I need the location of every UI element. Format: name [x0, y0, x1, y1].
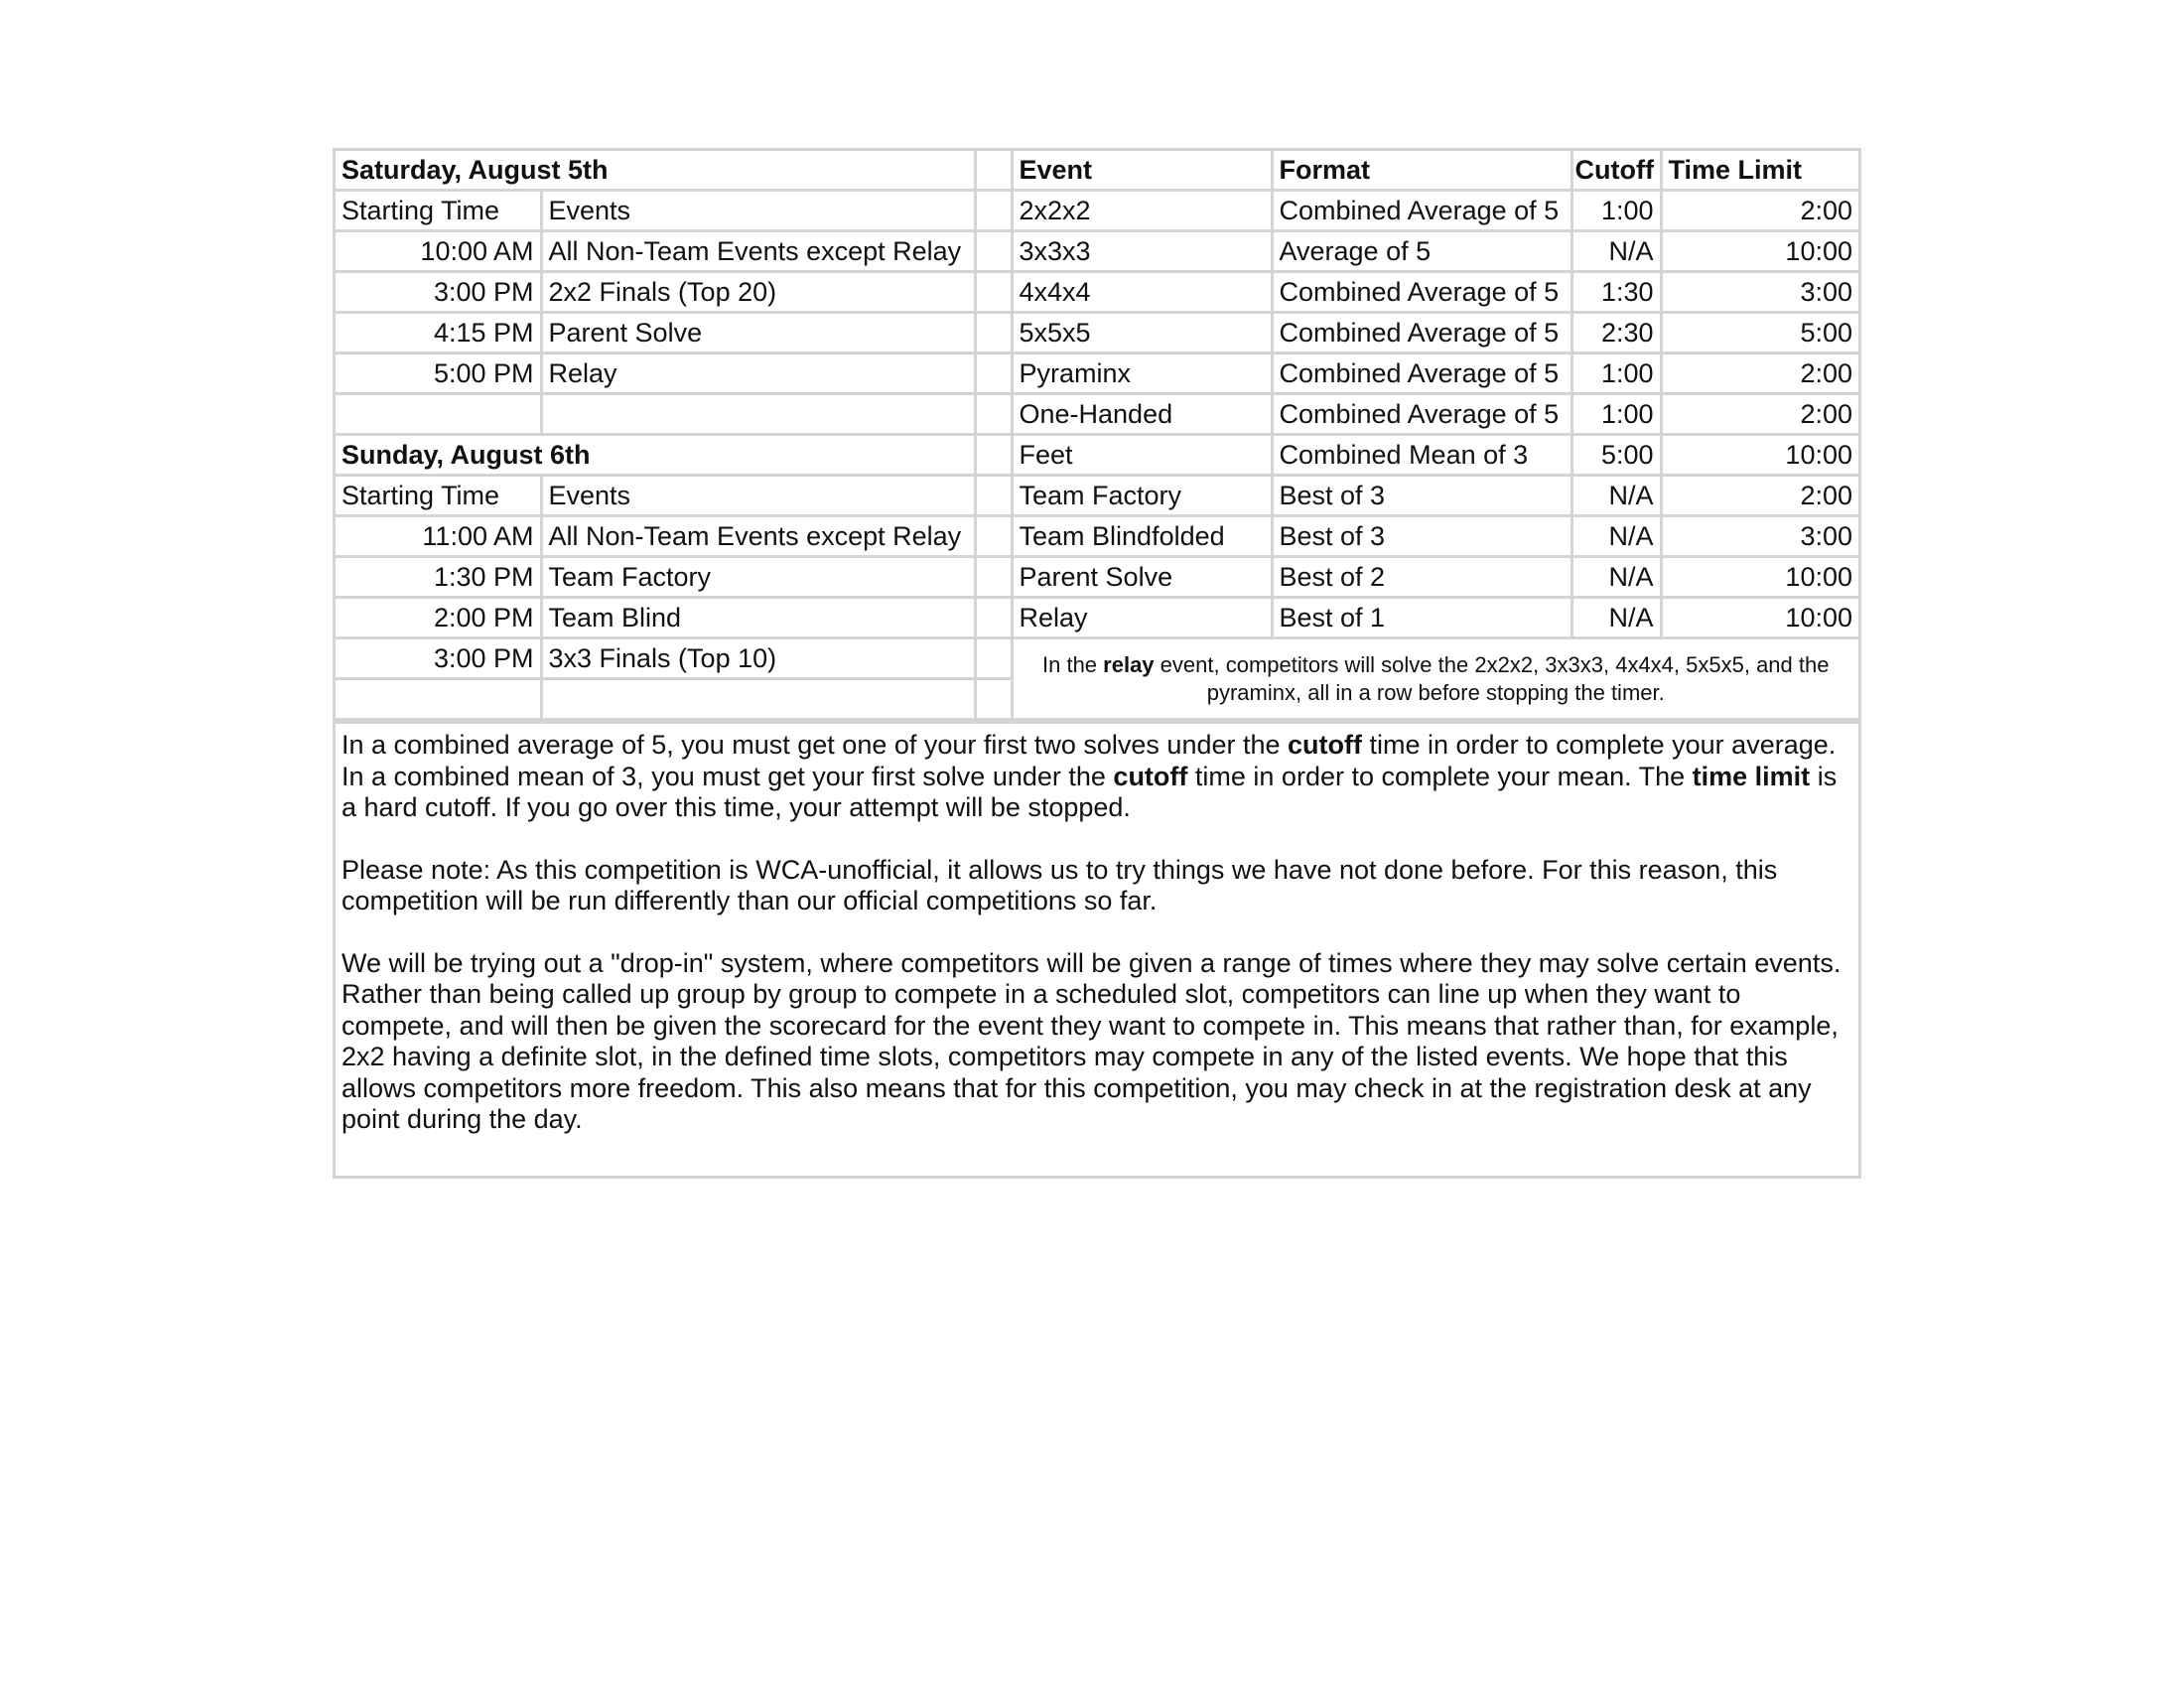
spacer-cell: [975, 516, 1012, 557]
sunday-heading: Sunday, August 6th: [336, 435, 975, 476]
saturday-event-block: 2x2 Finals (Top 20): [541, 272, 975, 313]
saturday-start-time: 3:00 PM: [336, 272, 541, 313]
event-time-limit: 5:00: [1661, 313, 1858, 353]
event-cutoff: N/A: [1571, 598, 1661, 638]
sunday-start-time: 1:30 PM: [336, 557, 541, 598]
empty-cell: [541, 679, 975, 720]
table-row: [336, 353, 1858, 394]
spacer-cell: [975, 313, 1012, 353]
event-name: Feet: [1012, 435, 1272, 476]
event-name: Team Blindfolded: [1012, 516, 1272, 557]
note-text: time in order to complete your mean. The: [1187, 761, 1693, 791]
event-name: 4x4x4: [1012, 272, 1272, 313]
event-format: Best of 3: [1272, 476, 1571, 516]
sunday-event-block: Team Factory: [541, 557, 975, 598]
event-name: 2x2x2: [1012, 191, 1272, 231]
spacer-cell: [975, 151, 1012, 191]
unofficial-note: Please note: As this competition is WCA-unofficial, it allows us to try things we have not done before. For this reason, this competition will be run differently than our official competitions so far.: [341, 854, 1778, 915]
time-limit-column-header: Time Limit: [1661, 151, 1858, 191]
relay-note-bold: relay: [1103, 651, 1155, 677]
cutoff-column-header: Cutoff: [1571, 151, 1661, 191]
empty-cell: [336, 394, 541, 435]
sunday-event-block: All Non-Team Events except Relay: [541, 516, 975, 557]
note-bold-cutoff: cutoff: [1288, 730, 1363, 760]
event-name: Relay: [1012, 598, 1272, 638]
event-cutoff: N/A: [1571, 231, 1661, 272]
event-format: Combined Average of 5: [1272, 353, 1571, 394]
event-format: Combined Average of 5: [1272, 191, 1571, 231]
saturday-start-time: 4:15 PM: [336, 313, 541, 353]
table-row: [336, 151, 1858, 191]
spacer-cell: [975, 231, 1012, 272]
event-cutoff: 1:00: [1571, 394, 1661, 435]
event-time-limit: 2:00: [1661, 191, 1858, 231]
schedule-grid: [336, 151, 1858, 721]
event-time-limit: 3:00: [1661, 516, 1858, 557]
event-format: Combined Average of 5: [1272, 394, 1571, 435]
schedule-sheet: [333, 148, 1861, 1179]
event-name: One-Handed: [1012, 394, 1272, 435]
spacer-cell: [975, 435, 1012, 476]
event-cutoff: 1:30: [1571, 272, 1661, 313]
event-cutoff: 2:30: [1571, 313, 1661, 353]
relay-note-pre: In the: [1042, 651, 1104, 677]
saturday-heading: Saturday, August 5th: [336, 151, 975, 191]
saturday-event-block: All Non-Team Events except Relay: [541, 231, 975, 272]
sunday-start-time: 3:00 PM: [336, 638, 541, 679]
sunday-start-time: 2:00 PM: [336, 598, 541, 638]
table-row: [336, 516, 1858, 557]
event-time-limit: 10:00: [1661, 435, 1858, 476]
event-cutoff: 5:00: [1571, 435, 1661, 476]
event-time-limit: 10:00: [1661, 557, 1858, 598]
note-text: In a combined average of 5, you must get one of your first two solves under the: [341, 730, 1289, 760]
note-text: time in order to complete your average. In a combined mean of 3, you must get your first solve under the: [341, 730, 1837, 791]
event-format: Best of 3: [1272, 516, 1571, 557]
saturday-events-header: Events: [541, 191, 975, 231]
event-name: Team Factory: [1012, 476, 1272, 516]
saturday-event-block: Relay: [541, 353, 975, 394]
spacer-cell: [975, 353, 1012, 394]
event-time-limit: 10:00: [1661, 598, 1858, 638]
sunday-time-header: Starting Time: [336, 476, 541, 516]
table-row: [336, 231, 1858, 272]
event-format: Best of 2: [1272, 557, 1571, 598]
relay-note: [1012, 638, 1858, 720]
saturday-time-header: Starting Time: [336, 191, 541, 231]
event-time-limit: 2:00: [1661, 353, 1858, 394]
table-row: [336, 557, 1858, 598]
cutoff-explanation: [341, 730, 1850, 824]
event-format: Average of 5: [1272, 231, 1571, 272]
event-time-limit: 3:00: [1661, 272, 1858, 313]
spacer-cell: [975, 557, 1012, 598]
spacer-cell: [975, 476, 1012, 516]
table-row: [336, 435, 1858, 476]
table-row: [336, 638, 1858, 679]
event-time-limit: 2:00: [1661, 394, 1858, 435]
format-column-header: Format: [1272, 151, 1571, 191]
empty-cell: [336, 679, 541, 720]
sunday-event-block: Team Blind: [541, 598, 975, 638]
event-cutoff: N/A: [1571, 476, 1661, 516]
saturday-event-block: Parent Solve: [541, 313, 975, 353]
note-bold-time-limit: time limit: [1692, 761, 1811, 791]
event-cutoff: 1:00: [1571, 353, 1661, 394]
table-row: [336, 394, 1858, 435]
sunday-start-time: 11:00 AM: [336, 516, 541, 557]
event-name: Parent Solve: [1012, 557, 1272, 598]
relay-note-post: event, competitors will solve the 2x2x2, 3x3x3, 4x4x4, 5x5x5, and the pyraminx, all in a row before stopping the timer.: [1154, 651, 1830, 705]
spacer-cell: [975, 191, 1012, 231]
spacer-cell: [975, 598, 1012, 638]
spacer-cell: [975, 394, 1012, 435]
event-format: Best of 1: [1272, 598, 1571, 638]
table-row: [336, 598, 1858, 638]
event-time-limit: 10:00: [1661, 231, 1858, 272]
event-name: 5x5x5: [1012, 313, 1272, 353]
event-format: Combined Mean of 3: [1272, 435, 1571, 476]
event-name: 3x3x3: [1012, 231, 1272, 272]
table-row: [336, 272, 1858, 313]
event-cutoff: 1:00: [1571, 191, 1661, 231]
spacer-cell: [975, 638, 1012, 679]
event-column-header: Event: [1012, 151, 1272, 191]
event-format: Combined Average of 5: [1272, 272, 1571, 313]
event-time-limit: 2:00: [1661, 476, 1858, 516]
spacer-cell: [975, 679, 1012, 720]
event-cutoff: N/A: [1571, 557, 1661, 598]
event-cutoff: N/A: [1571, 516, 1661, 557]
saturday-start-time: 10:00 AM: [336, 231, 541, 272]
note-text: is a hard cutoff. If you go over this time, your attempt will be stopped.: [341, 761, 1838, 822]
table-row: [336, 476, 1858, 516]
spacer-cell: [975, 272, 1012, 313]
note-bold-cutoff: cutoff: [1113, 761, 1188, 791]
event-name: Pyraminx: [1012, 353, 1272, 394]
sunday-events-header: Events: [541, 476, 975, 516]
sunday-event-block: 3x3 Finals (Top 10): [541, 638, 975, 679]
drop-in-note: We will be trying out a "drop-in" system, where competitors will be given a range of times where they may solve certain events. Rather than being called up group by group to compete in a scheduled slot, competitors can line up when they want to compete, and will then be given the scorecard for the event they want to compete in. This means that rather than, for example, 2x2 having a definite slot, in the defined time slots, competitors may compete in any of the listed events. We hope that this allows competitors more freedom. This also means that for this competition, you may check in at the registration desk at any point during the day.: [341, 947, 1842, 1134]
table-row: [336, 191, 1858, 231]
event-format: Combined Average of 5: [1272, 313, 1571, 353]
notes-section: [336, 721, 1858, 1176]
saturday-start-time: 5:00 PM: [336, 353, 541, 394]
table-row: [336, 313, 1858, 353]
empty-cell: [541, 394, 975, 435]
